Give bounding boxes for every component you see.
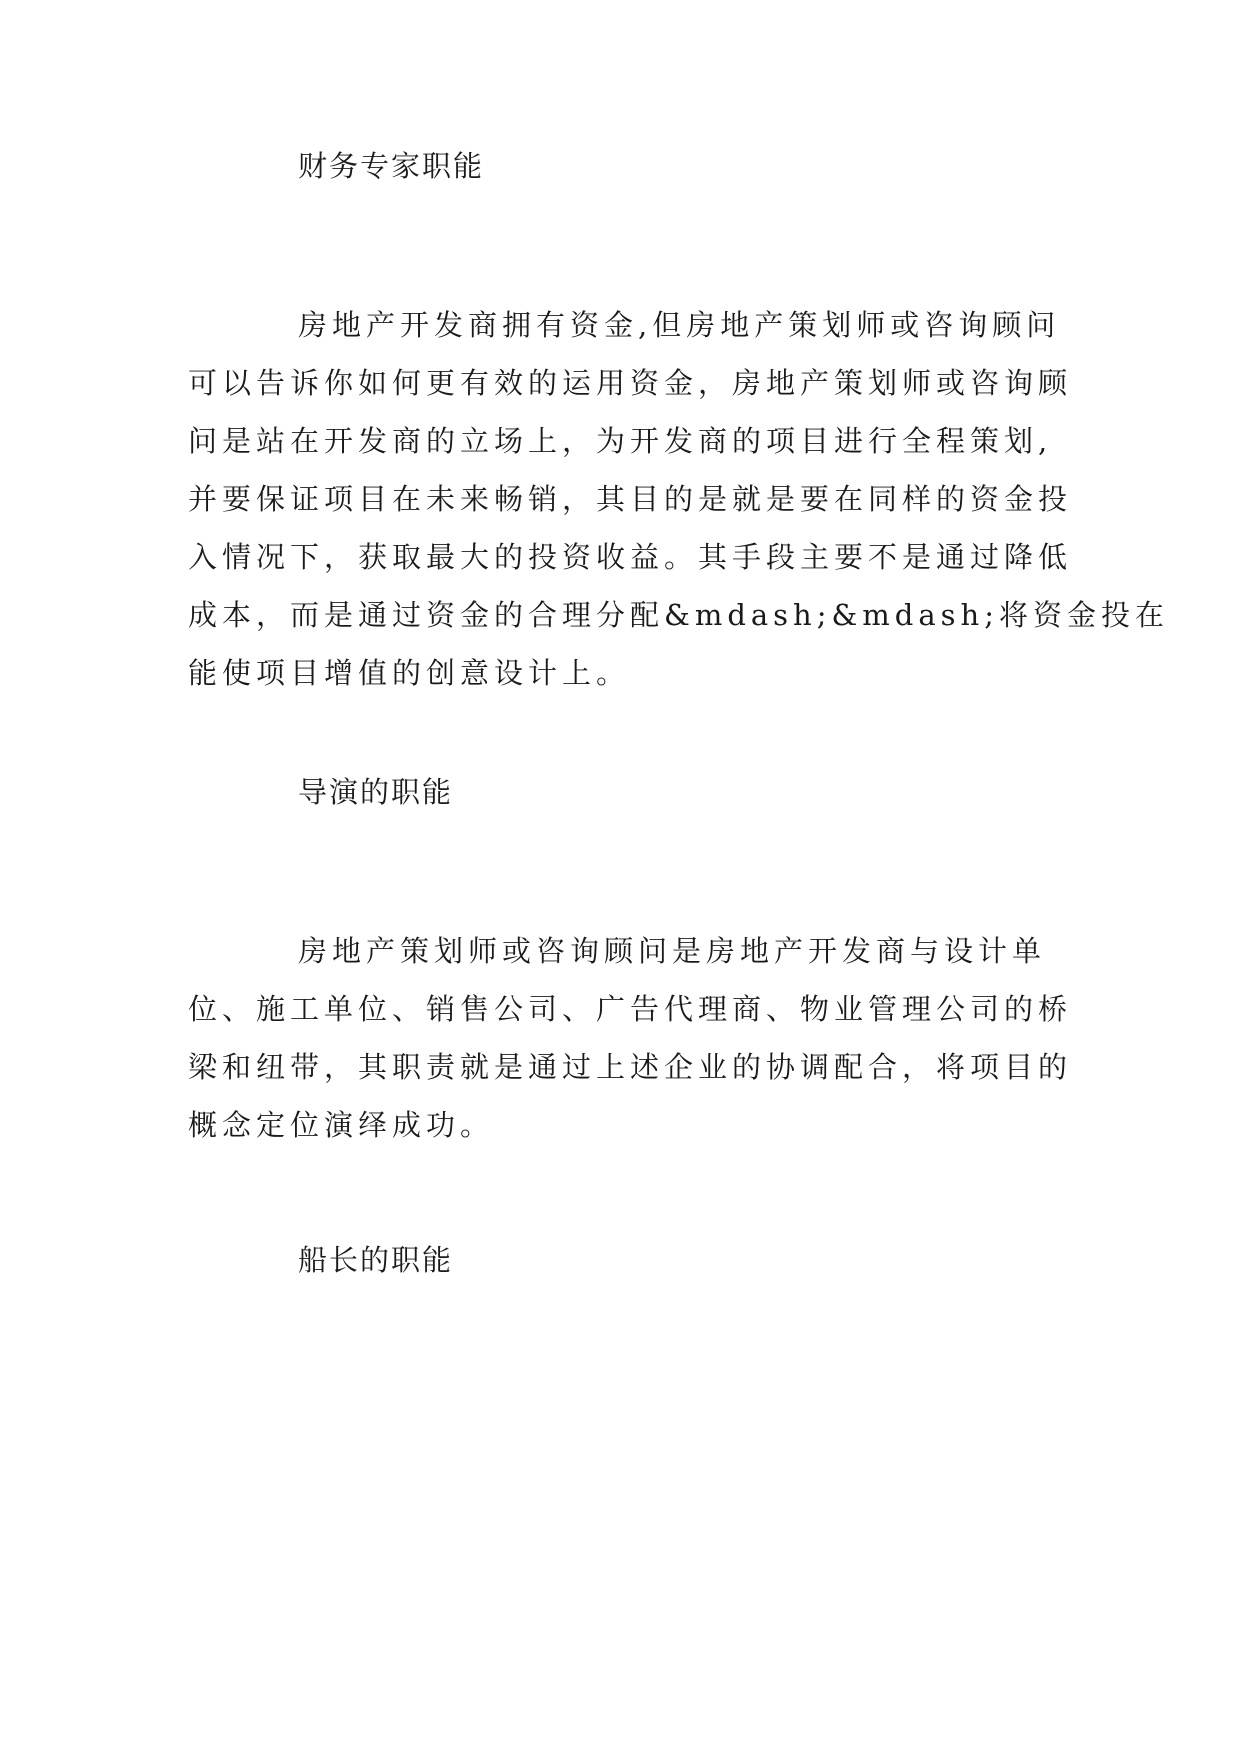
paragraph-line: 房地产策划师或咨询顾问是房地产开发商与设计单 xyxy=(298,934,1047,968)
section-heading-finance: 财务专家职能 xyxy=(298,149,485,183)
section-paragraph-finance xyxy=(188,296,1169,702)
paragraph-line: 并要保证项目在未来畅销，其目的是就是要在同样的资金投 xyxy=(188,482,1073,516)
paragraph-line: 成本，而是通过资金的合理分配&mdash;&mdash;将资金投在 xyxy=(188,598,1169,632)
section-heading-director: 导演的职能 xyxy=(298,775,454,809)
paragraph-line: 位、施工单位、销售公司、广告代理商、物业管理公司的桥 xyxy=(188,992,1073,1026)
paragraph-line: 问是站在开发商的立场上，为开发商的项目进行全程策划, xyxy=(188,424,1053,458)
paragraph-line: 能使项目增值的创意设计上。 xyxy=(188,656,631,690)
section-heading-captain: 船长的职能 xyxy=(298,1243,454,1277)
paragraph-line: 概念定位演绎成功。 xyxy=(188,1108,495,1142)
paragraph-line: 梁和纽带，其职责就是通过上述企业的协调配合，将项目的 xyxy=(188,1050,1073,1084)
section-paragraph-director xyxy=(188,922,1073,1154)
paragraph-line: 入情况下，获取最大的投资收益。其手段主要不是通过降低 xyxy=(188,540,1073,574)
paragraph-line: 可以告诉你如何更有效的运用资金，房地产策划师或咨询顾 xyxy=(188,366,1073,400)
paragraph-line: 房地产开发商拥有资金,但房地产策划师或咨询顾问 xyxy=(298,308,1061,342)
